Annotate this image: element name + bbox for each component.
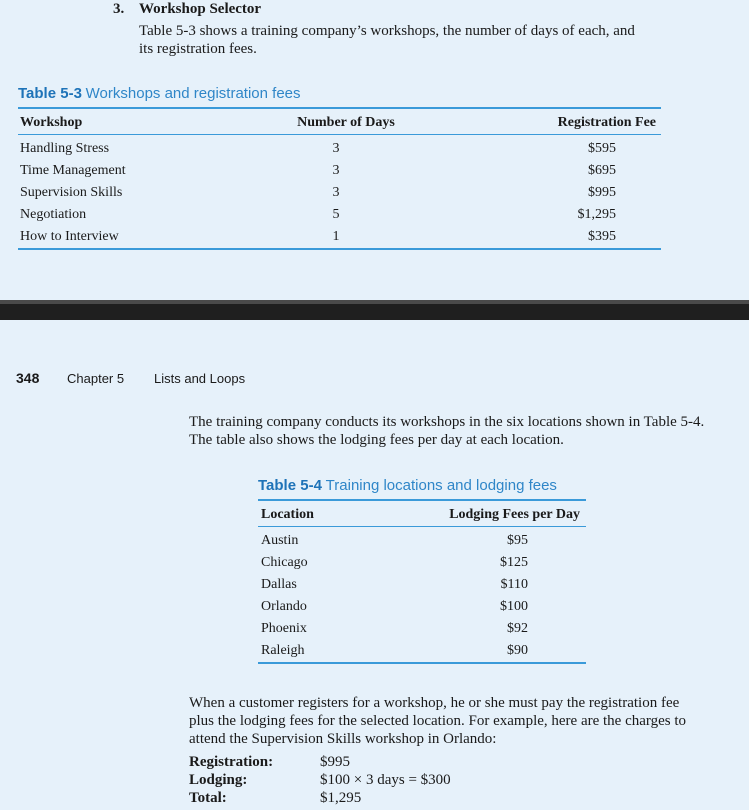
table-5-3-cell-workshop: Handling Stress bbox=[20, 141, 110, 156]
table-5-3-label: Table 5-3 bbox=[18, 85, 82, 102]
table-5-4-cell-fee: $90 bbox=[507, 643, 528, 658]
table-5-3-cell-fee: $995 bbox=[588, 185, 616, 200]
table-5-3-bottom-rule bbox=[18, 248, 661, 250]
table-5-3-caption bbox=[18, 85, 301, 103]
section-heading: Workshop Selector bbox=[139, 1, 262, 17]
intro-line1: The training company conducts its workshops in the six locations shown in Table 5-4. bbox=[189, 414, 705, 430]
charge-label-total: Total: bbox=[189, 790, 227, 806]
table-5-4-cell-fee: $100 bbox=[500, 599, 528, 614]
table-5-3-top-rule bbox=[18, 107, 661, 109]
table-5-3-cell-days: 3 bbox=[332, 163, 340, 178]
table-5-4-top-rule bbox=[258, 499, 586, 501]
table-5-4-bottom-rule bbox=[258, 662, 586, 664]
table-5-3-cell-days: 1 bbox=[332, 229, 340, 244]
table-5-4-header-rule bbox=[258, 526, 586, 527]
table-5-4-cell-fee: $125 bbox=[500, 555, 528, 570]
table-5-3-header-days: Number of Days bbox=[297, 115, 395, 130]
table-5-3-cell-workshop: How to Interview bbox=[20, 229, 119, 244]
table-5-4-cell-fee: $92 bbox=[507, 621, 528, 636]
table-5-3-header-fee: Registration Fee bbox=[557, 115, 656, 130]
section-text-line1: Table 5-3 shows a training company’s workshops, the number of days of each, and bbox=[139, 23, 635, 39]
table-5-4-cell-location: Orlando bbox=[261, 599, 307, 614]
page-break-divider bbox=[0, 300, 749, 320]
example-line3: attend the Supervision Skills workshop in Orlando: bbox=[189, 731, 497, 747]
table-5-3-cell-fee: $695 bbox=[588, 163, 616, 178]
table-5-3-header-workshop: Workshop bbox=[20, 115, 83, 130]
table-5-3-cell-fee: $1,295 bbox=[577, 207, 616, 222]
intro-line2: The table also shows the lodging fees per day at each location. bbox=[189, 432, 564, 448]
charge-value-registration: $995 bbox=[320, 754, 350, 770]
table-5-4-cell-location: Raleigh bbox=[261, 643, 305, 658]
table-5-3-cell-days: 3 bbox=[332, 141, 340, 156]
section-text-line2: its registration fees. bbox=[139, 41, 257, 57]
page-number: 348 bbox=[16, 370, 40, 386]
table-5-3-title: Workshops and registration fees bbox=[85, 85, 301, 102]
charge-label-registration: Registration: bbox=[189, 754, 274, 770]
table-5-4-caption bbox=[258, 477, 557, 495]
chapter-label: Chapter 5 bbox=[67, 371, 125, 386]
table-5-4-header-fees: Lodging Fees per Day bbox=[449, 507, 580, 522]
table-5-4-cell-location: Dallas bbox=[261, 577, 297, 592]
chapter-title: Lists and Loops bbox=[154, 371, 246, 386]
table-5-3-cell-workshop: Time Management bbox=[20, 163, 126, 178]
table-5-4-cell-location: Austin bbox=[261, 533, 299, 548]
table-5-3-cell-days: 5 bbox=[332, 207, 340, 222]
table-5-4-header-location: Location bbox=[261, 507, 314, 522]
section-number: 3. bbox=[113, 1, 125, 17]
table-5-4-title: Training locations and lodging fees bbox=[325, 477, 557, 494]
table-5-3-cell-workshop: Negotiation bbox=[20, 207, 87, 222]
table-5-4-label: Table 5-4 bbox=[258, 477, 322, 494]
table-5-4-cell-fee: $110 bbox=[500, 577, 528, 592]
table-5-3-cell-fee: $395 bbox=[588, 229, 616, 244]
table-5-3-header-rule bbox=[18, 134, 661, 135]
charge-value-total: $1,295 bbox=[320, 790, 362, 806]
table-5-4-cell-location: Phoenix bbox=[261, 621, 307, 636]
charge-value-lodging: $100 × 3 days = $300 bbox=[320, 772, 451, 788]
table-5-4-cell-fee: $95 bbox=[507, 533, 528, 548]
table-5-3-cell-days: 3 bbox=[332, 185, 340, 200]
table-5-3-cell-workshop: Supervision Skills bbox=[20, 185, 123, 200]
table-5-3-cell-fee: $595 bbox=[588, 141, 616, 156]
example-line2: plus the lodging fees for the selected location. For example, here are the charges to bbox=[189, 713, 687, 729]
table-5-4-cell-location: Chicago bbox=[261, 555, 308, 570]
example-line1: When a customer registers for a workshop, he or she must pay the registration fee bbox=[189, 695, 680, 711]
charge-label-lodging: Lodging: bbox=[189, 772, 248, 788]
